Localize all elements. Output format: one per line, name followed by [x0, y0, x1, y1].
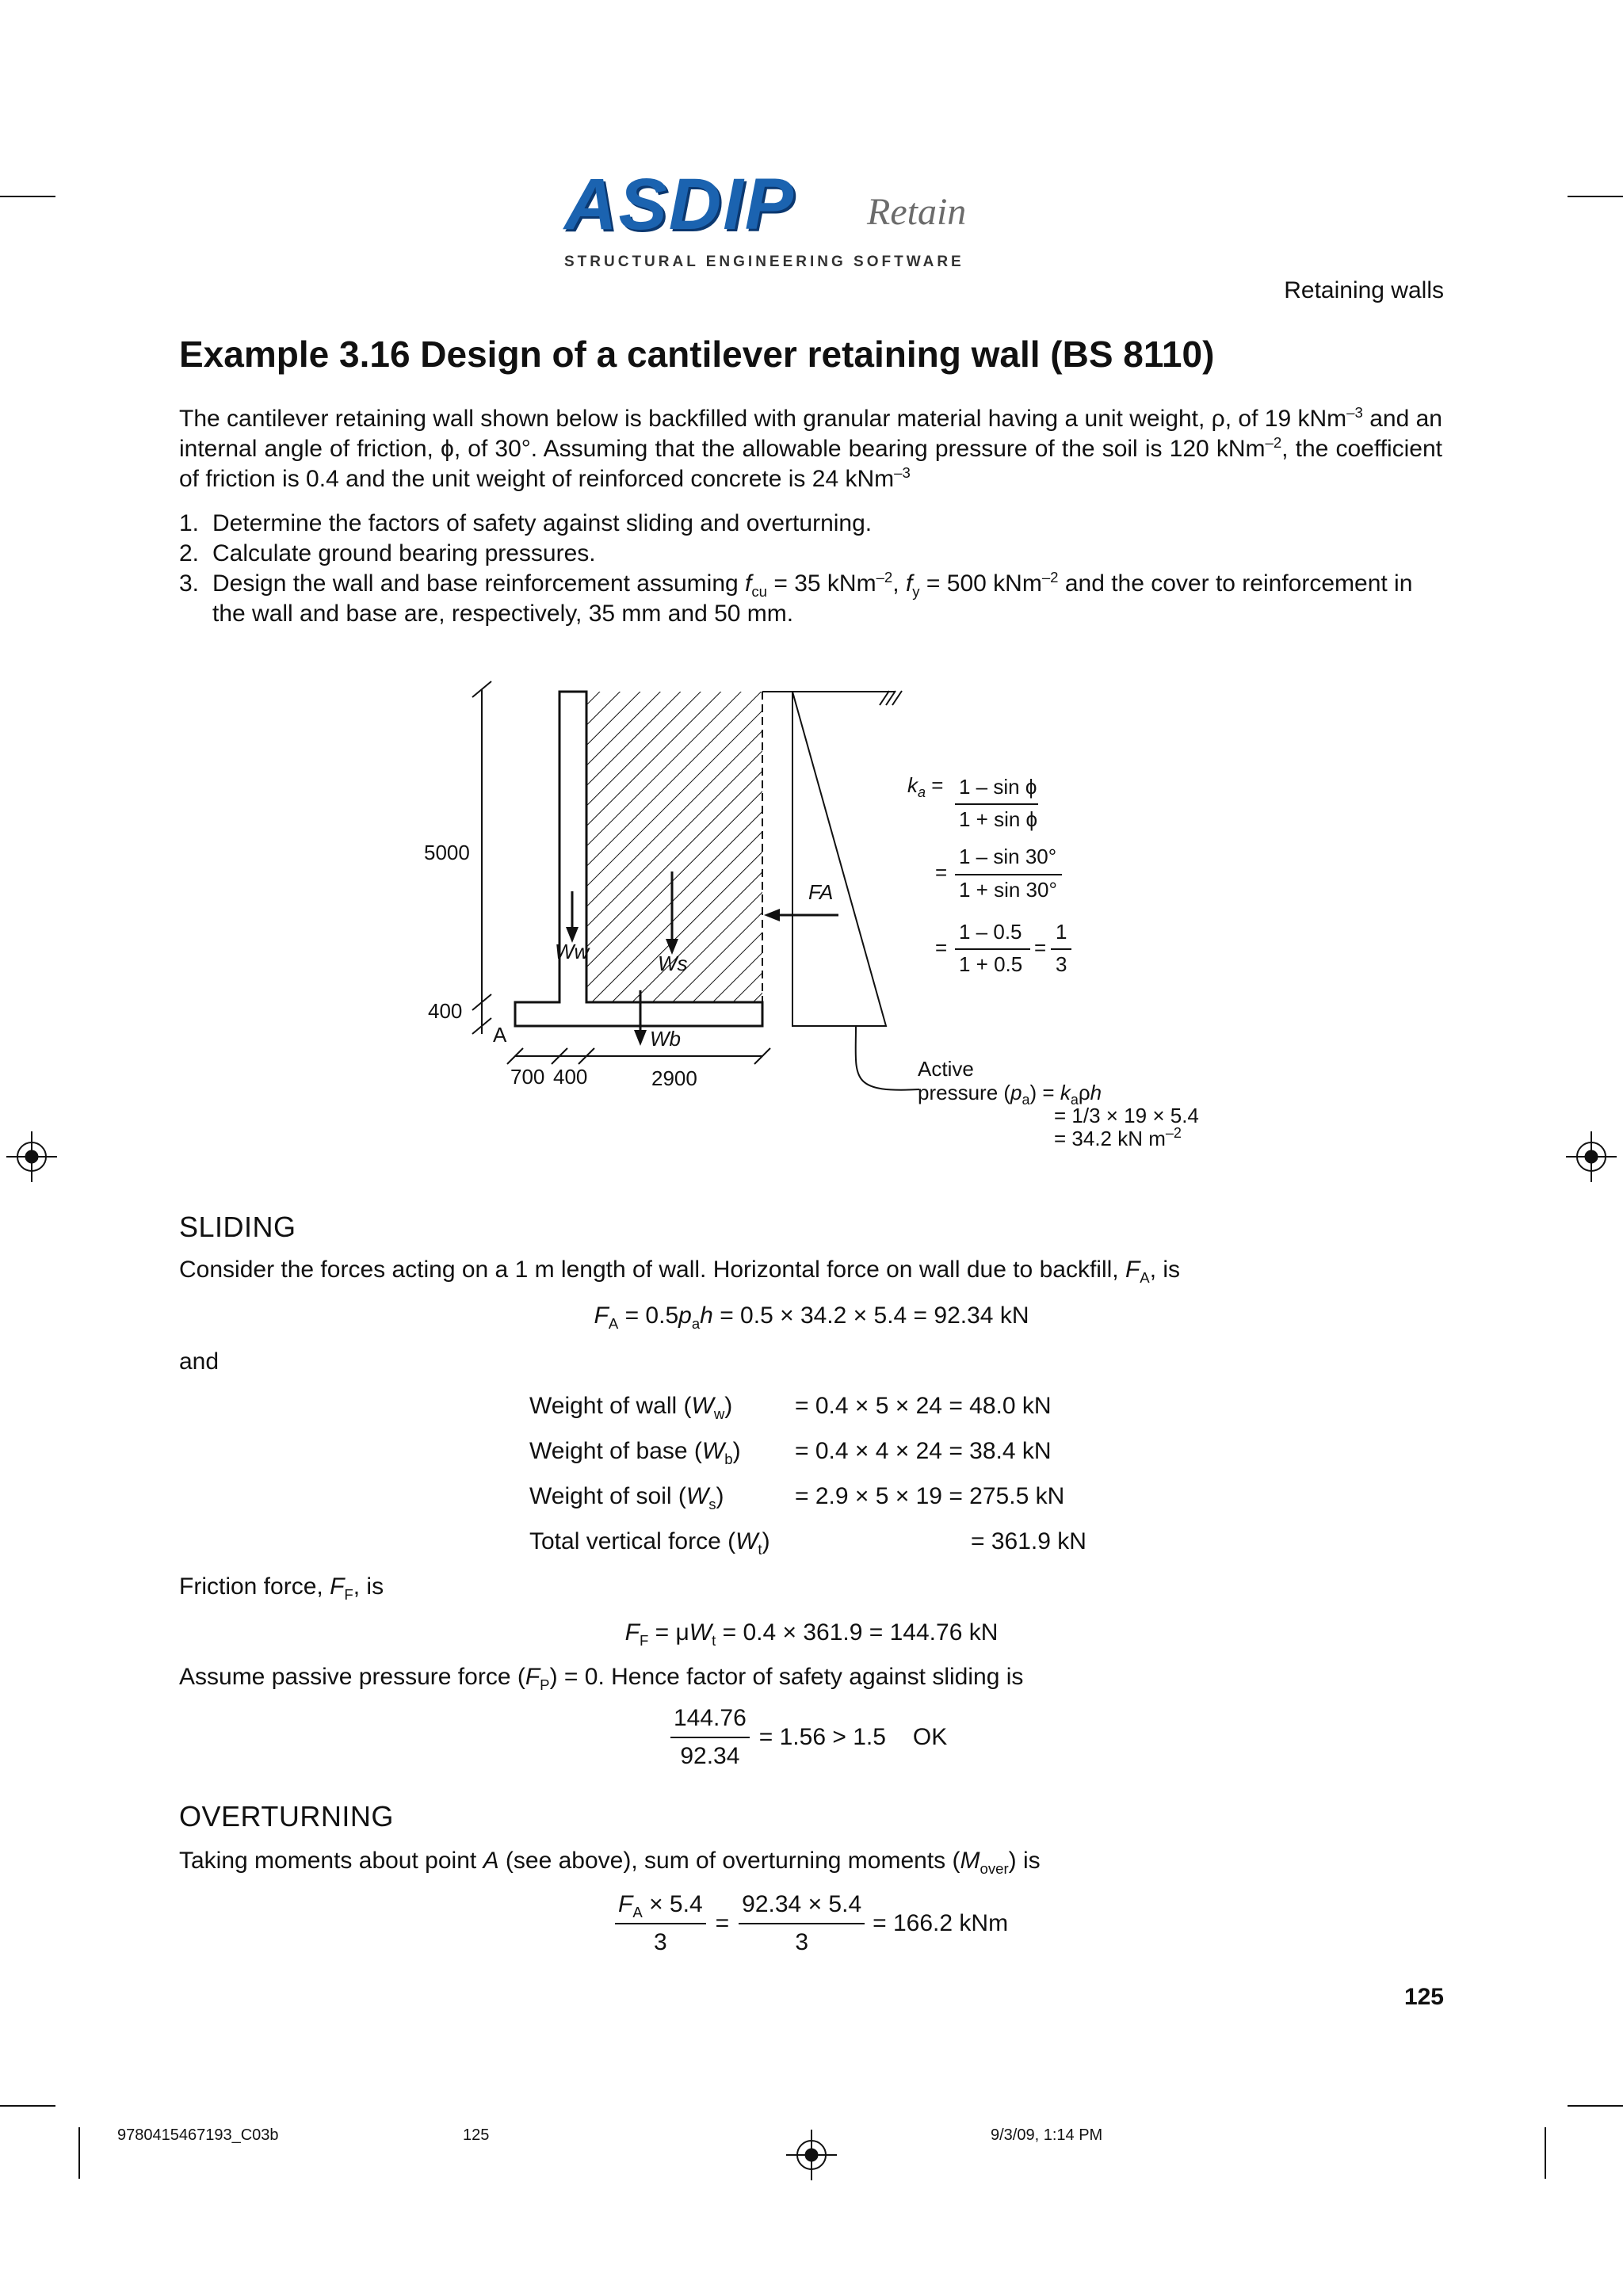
logo-suffix: Retain	[867, 191, 967, 233]
pressure-diagram	[792, 692, 886, 1026]
list-item: 2. Calculate ground bearing pressures.	[179, 540, 596, 566]
eq-fa: $F_A = 0.5p_ah = 0.5 \times 34.2 \times 5.4 = 92.34$ kN	[594, 1302, 1029, 1332]
logo-word: ASDIP	[564, 164, 796, 245]
ww-label: Ww	[555, 940, 590, 963]
active-label: Active	[918, 1057, 974, 1081]
dim-base-label: 400	[428, 999, 463, 1023]
logo-tagline: STRUCTURAL ENGINEERING SOFTWARE	[564, 254, 964, 270]
dim-heel-label: 2900	[651, 1066, 697, 1090]
footer-page: 125	[463, 2126, 490, 2144]
intro-paragraph: The cantilever retaining wall shown below is backfilled with granular material having a unit weight, ρ, of 19 kNm$^{-3}$ and an internal angle of friction, ϕ, of 30°. Assuming that the allowable bearing pressure of the soil is 120 kNm$^{-2}$, the coefficient of friction is 0.4 and the unit weight of reinforced concrete is 24 kNm$^{-3}$	[179, 404, 1442, 492]
svg-text:1: 1	[1056, 920, 1067, 944]
eq-ff: $F_F = \mu W_t = 0.4 \times 361.9 = 144.76$ kN	[624, 1619, 999, 1649]
point-a-label: A	[493, 1023, 507, 1047]
active-calc: = 1/3 × 19 × 5.4	[1054, 1104, 1199, 1127]
table-row: Total vertical force $(W_t)$ = 361.9 kN	[529, 1528, 1086, 1558]
active-result: = 34.2 kN $m^{-2}$	[1054, 1125, 1182, 1150]
ka-eq-3: =	[935, 936, 948, 959]
table-row: Weight of wall $(W_w)$ = 0.4 × 5 × 24 = 48.0 kN	[529, 1393, 1052, 1422]
svg-text:1 + sin 30°: 1 + sin 30°	[959, 878, 1057, 902]
svg-text:1 – sin 30°: 1 – sin 30°	[959, 845, 1057, 868]
page-title: Example 3.16 Design of a cantilever retaining wall (BS 8110)	[179, 334, 1215, 375]
page-number: 125	[1403, 1984, 1444, 2010]
svg-text:=: =	[1034, 936, 1047, 959]
list-item: 1. Determine the factors of safety against sliding and overturning.	[179, 510, 873, 536]
weights-table	[529, 1391, 1129, 1572]
ka-eq-1: $k_a$ =	[907, 773, 944, 800]
fos-equation: $\frac{144.76}{92.34}$ = 1.56 > 1.5 OK	[666, 1703, 947, 1772]
running-head: Retaining walls	[1284, 277, 1444, 303]
active-pressure: pressure $(p_a) = k_a\rho h$	[918, 1081, 1102, 1108]
dim-height-label: 5000	[424, 841, 470, 864]
table-row: Weight of soil $(W_s)$ = 2.9 × 5 × 19 = 275.5 kN	[529, 1483, 1065, 1512]
table-row: Weight of base $(W_b)$ = 0.4 × 4 × 24 = 38.4 kN	[529, 1438, 1052, 1467]
list-item: 3. Design the wall and base reinforcement assuming $f_{cu} = 35$ kNm$^{-2}$, $f_y = 500$ kNm$^{-2}$ and the cover to reinforcement in the wall and base are, respectively, 35 mm and 50 mm.	[179, 569, 1413, 627]
friction-intro: Friction force, $F_F$, is	[179, 1573, 384, 1603]
and-label: and	[179, 1348, 220, 1375]
wb-label: Wb	[650, 1027, 681, 1051]
dim-wall-label: 400	[553, 1065, 588, 1089]
svg-text:3: 3	[1056, 952, 1067, 976]
svg-text:1 – 0.5: 1 – 0.5	[959, 920, 1022, 944]
dim-toe-label: 700	[510, 1065, 545, 1089]
ws-label: Ws	[658, 952, 688, 975]
ka-eq-2: =	[935, 860, 948, 884]
svg-text:1 + 0.5: 1 + 0.5	[959, 952, 1023, 976]
moment-equation: $\frac{F_A \times 5.4}{3}$ = $\frac{92.34 \times 5.4}{3}$ = 166.2 kNm	[610, 1890, 1008, 1958]
passive-line: Assume passive pressure force $(F_P) = 0$. Hence factor of safety against sliding is	[179, 1664, 1024, 1693]
section-heading-overturning: OVERTURNING	[179, 1800, 394, 1833]
svg-text:1 + sin ϕ: 1 + sin ϕ	[959, 807, 1038, 831]
footer-date: 9/3/09, 1:14 PM	[991, 2126, 1103, 2144]
fa-label: FA	[808, 880, 834, 904]
footer-file: 9780415467193_C03b	[117, 2126, 279, 2144]
sliding-line1: Consider the forces acting on a 1 m length of wall. Horizontal force on wall due to backfill, $F_A$, is	[179, 1257, 1181, 1286]
svg-text:1 – sin ϕ: 1 – sin ϕ	[959, 775, 1037, 799]
section-heading-sliding: SLIDING	[179, 1211, 296, 1243]
overturning-line1: Taking moments about point A (see above), sum of overturning moments $(M_{over})$ is	[179, 1848, 1041, 1877]
